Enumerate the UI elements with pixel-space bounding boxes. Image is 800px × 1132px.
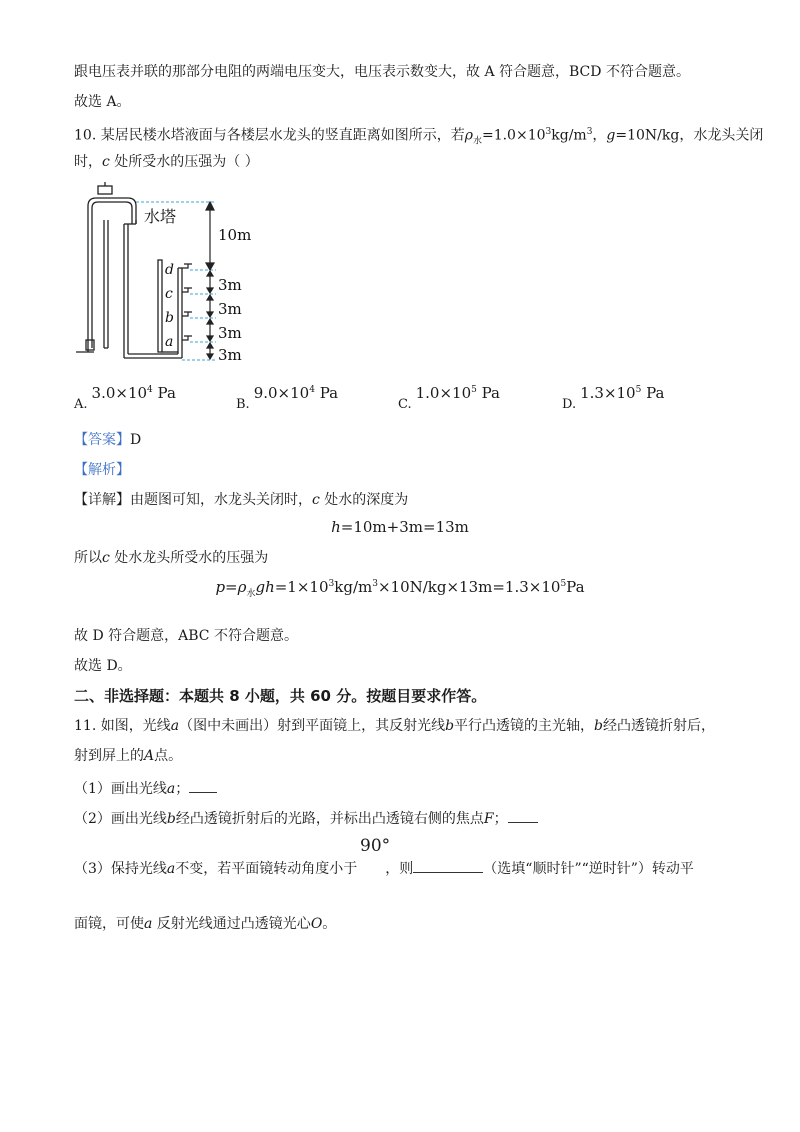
option-a[interactable]: $A.3.0\times 10^4$ Pa [74,384,176,412]
water-tower-figure [70,180,270,370]
q11-part-2: （2）画出光线b经凸透镜折射后的光路，并标出凸透镜右侧的焦点F； [74,808,538,829]
q11-part-3: （3）保持光线a不变，若平面镜转动角度小于 ，则 （选填“顺时针”“逆时针”）转动平 [74,858,694,879]
q11-line-1: 11. 如图，光线a（图中未画出）射到平面镜上，其反射光线b平行凸透镜的主光轴，b经凸透镜折射后， [74,718,716,734]
analysis-tag: 【解析】 [74,462,130,478]
answer-line: 【答案】D [74,432,142,448]
answer-blank-1[interactable] [189,778,217,793]
select-line: 故选 D。 [74,658,132,674]
floor-label-a: a [165,334,174,350]
q11-line-2: 射到屏上的A点。 [74,748,183,764]
q11-last-line: 面镜，可使a 反射光线通过凸透镜光心O。 [74,916,337,932]
prev-line-1: 跟电压表并联的那部分电阻的两端电压变大，电压表示数变大，故 A 符合题意，BCD 不符合题意。 [74,64,690,80]
option-b[interactable]: $B.9.0\times 10^4$ Pa [236,384,339,412]
height-label-4: 3m [218,346,242,364]
answer-blank-3[interactable] [413,858,483,873]
q11-part-1: （1）画出光线a； [74,778,217,799]
prev-line-2: 故选 A。 [74,94,131,110]
detail-line-1: 【详解】由题图可知，水龙头关闭时，c 处水的深度为 [74,492,409,508]
q10-line-1: 10. 某居民楼水塔液面与各楼层水龙头的竖直距离如图所示，若$\rho_水=1.0\times 10^3kg/m^3$，g=10N/kg，水龙头关闭 [74,127,764,147]
floor-label-c: c [165,286,173,302]
option-d[interactable]: $D.1.3\times 10^5$ Pa [562,384,665,412]
height-label-2: 3m [218,300,242,318]
conclusion-line: 故 D 符合题意，ABC 不符合题意。 [74,628,298,644]
equation-2: $p=\rho_水gh=1\times 10^3kg/m^3\times 10N/kg\times 13m=1.3\times 10^5Pa$ [215,578,585,599]
detail-line-2: 所以c 处水龙头所受水的压强为 [74,550,269,566]
option-c[interactable]: $C.1.0\times 10^5$ Pa [398,384,501,412]
floor-label-d: d [165,262,174,278]
height-label-1: 3m [218,276,242,294]
answer-blank-2[interactable] [508,808,538,823]
height-label-top: 10m [218,226,252,244]
q10-line-2: 时，c 处所受水的压强为（ ） [74,154,259,170]
height-label-3: 3m [218,324,242,342]
tower-label: 水塔 [144,207,177,226]
angle-90: 90° [360,836,391,856]
floor-label-b: b [165,310,174,326]
equation-1: h=10m+3m=13m [331,518,469,536]
section-2-title: 二、非选择题：本题共 8 小题，共 60 分。按题目要求作答。 [74,687,487,705]
